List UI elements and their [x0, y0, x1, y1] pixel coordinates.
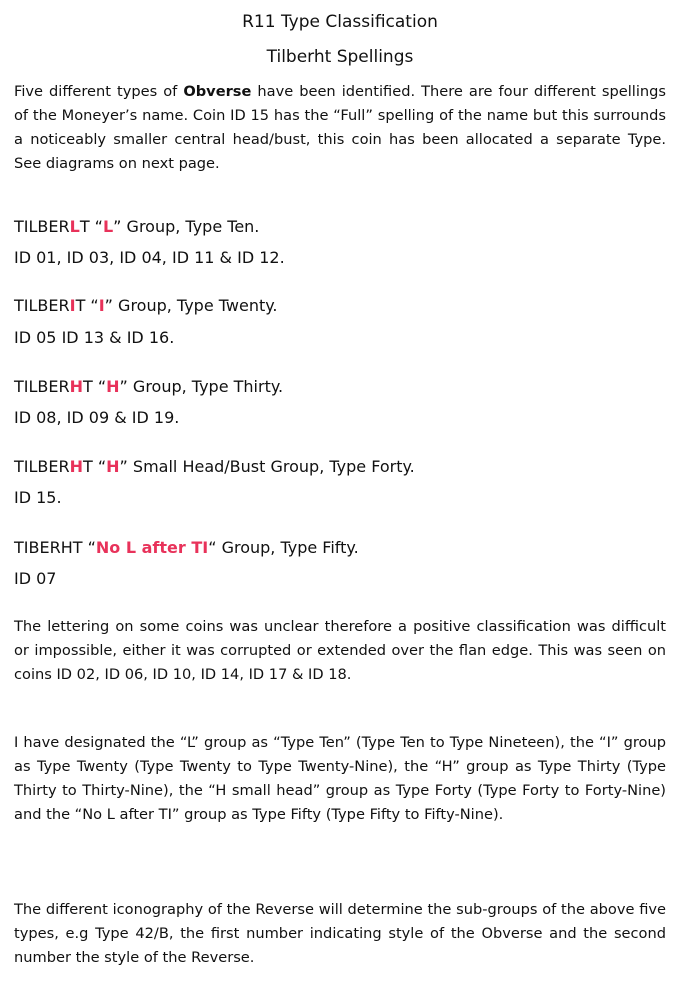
- group-highlight: H: [106, 457, 120, 476]
- group-highlight: H: [106, 377, 120, 396]
- page-title: R11 Type Classification: [242, 12, 438, 32]
- group-suffix: T “: [83, 377, 107, 396]
- group-rest: “ Group, Type Fifty.: [208, 538, 359, 557]
- intro-bold-word: Obverse: [183, 83, 252, 100]
- group-heading-no-l: [14, 538, 359, 557]
- group-prefix: TILBER: [14, 296, 70, 315]
- intro-text-1: Five different types of: [14, 83, 184, 100]
- group-highlight: L: [102, 217, 114, 236]
- group-suffix: T “: [83, 457, 107, 476]
- group-letter: I: [69, 296, 76, 315]
- group-heading-h: [14, 377, 283, 396]
- group-letter: L: [69, 217, 80, 236]
- iconography-paragraph: The different iconography of the Reverse will determine the sub-groups of the above five types, e.g Type 42/B, the first number indicating style of the Obverse and the second number the style of the Reverse.: [14, 901, 666, 966]
- group-highlight: No L after TI: [95, 538, 209, 557]
- intro-paragraph: [14, 80, 666, 176]
- group-letter: H: [69, 457, 83, 476]
- group-heading-h-small: [14, 457, 415, 476]
- group-prefix: TILBER: [14, 377, 70, 396]
- group-heading-l: [14, 217, 259, 236]
- group-ids-h: ID 08, ID 09 & ID 19.: [14, 408, 180, 427]
- group-rest: ” Group, Type Twenty.: [104, 296, 278, 315]
- group-suffix: T “: [75, 296, 99, 315]
- group-rest: ” Group, Type Ten.: [113, 217, 260, 236]
- group-prefix: TILBER: [14, 457, 70, 476]
- group-rest: ” Group, Type Thirty.: [119, 377, 284, 396]
- group-ids-i: ID 05 ID 13 & ID 16.: [14, 328, 175, 347]
- page-subtitle: Tilberht Spellings: [266, 47, 414, 67]
- group-suffix: T “: [79, 217, 103, 236]
- group-prefix: TILBER: [14, 217, 70, 236]
- group-heading-i: [14, 296, 278, 315]
- group-rest: ” Small Head/Bust Group, Type Forty.: [119, 457, 415, 476]
- designation-paragraph: I have designated the “L” group as “Type Ten” (Type Ten to Type Nineteen), the “I” group as Type Twenty (Type Twenty to Type Twenty-Nine), the “H” group as Type Thirty (Type Thirty to Thirty-Nine), the “H small head” group as Type Forty (Type Forty to Forty-Nine) and the “No L after TI” group as Type Fifty (Type Fifty to Fifty-Nine).: [14, 734, 666, 823]
- intro-text-2: have been identified. There are four different spellings of the Moneyer’s name. Coin ID 15 has the “Full” spelling of the name but this surrounds a noticeably smaller central head/bust, this coin has been allocated a separate Type. See diagrams on next page.: [14, 83, 667, 172]
- group-ids-no-l: ID 07: [14, 569, 57, 588]
- group-letter: H: [69, 377, 83, 396]
- group-prefix: TIBERHT “: [14, 538, 96, 557]
- group-ids-l: ID 01, ID 03, ID 04, ID 11 & ID 12.: [14, 248, 285, 267]
- group-highlight: I: [98, 296, 105, 315]
- group-ids-h-small: ID 15.: [14, 488, 62, 507]
- lettering-paragraph: The lettering on some coins was unclear therefore a positive classification was difficult or impossible, either it was corrupted or extended over the flan edge. This was seen on coins ID 02, ID 06, ID 10, ID 14, ID 17 & ID 18.: [14, 618, 666, 683]
